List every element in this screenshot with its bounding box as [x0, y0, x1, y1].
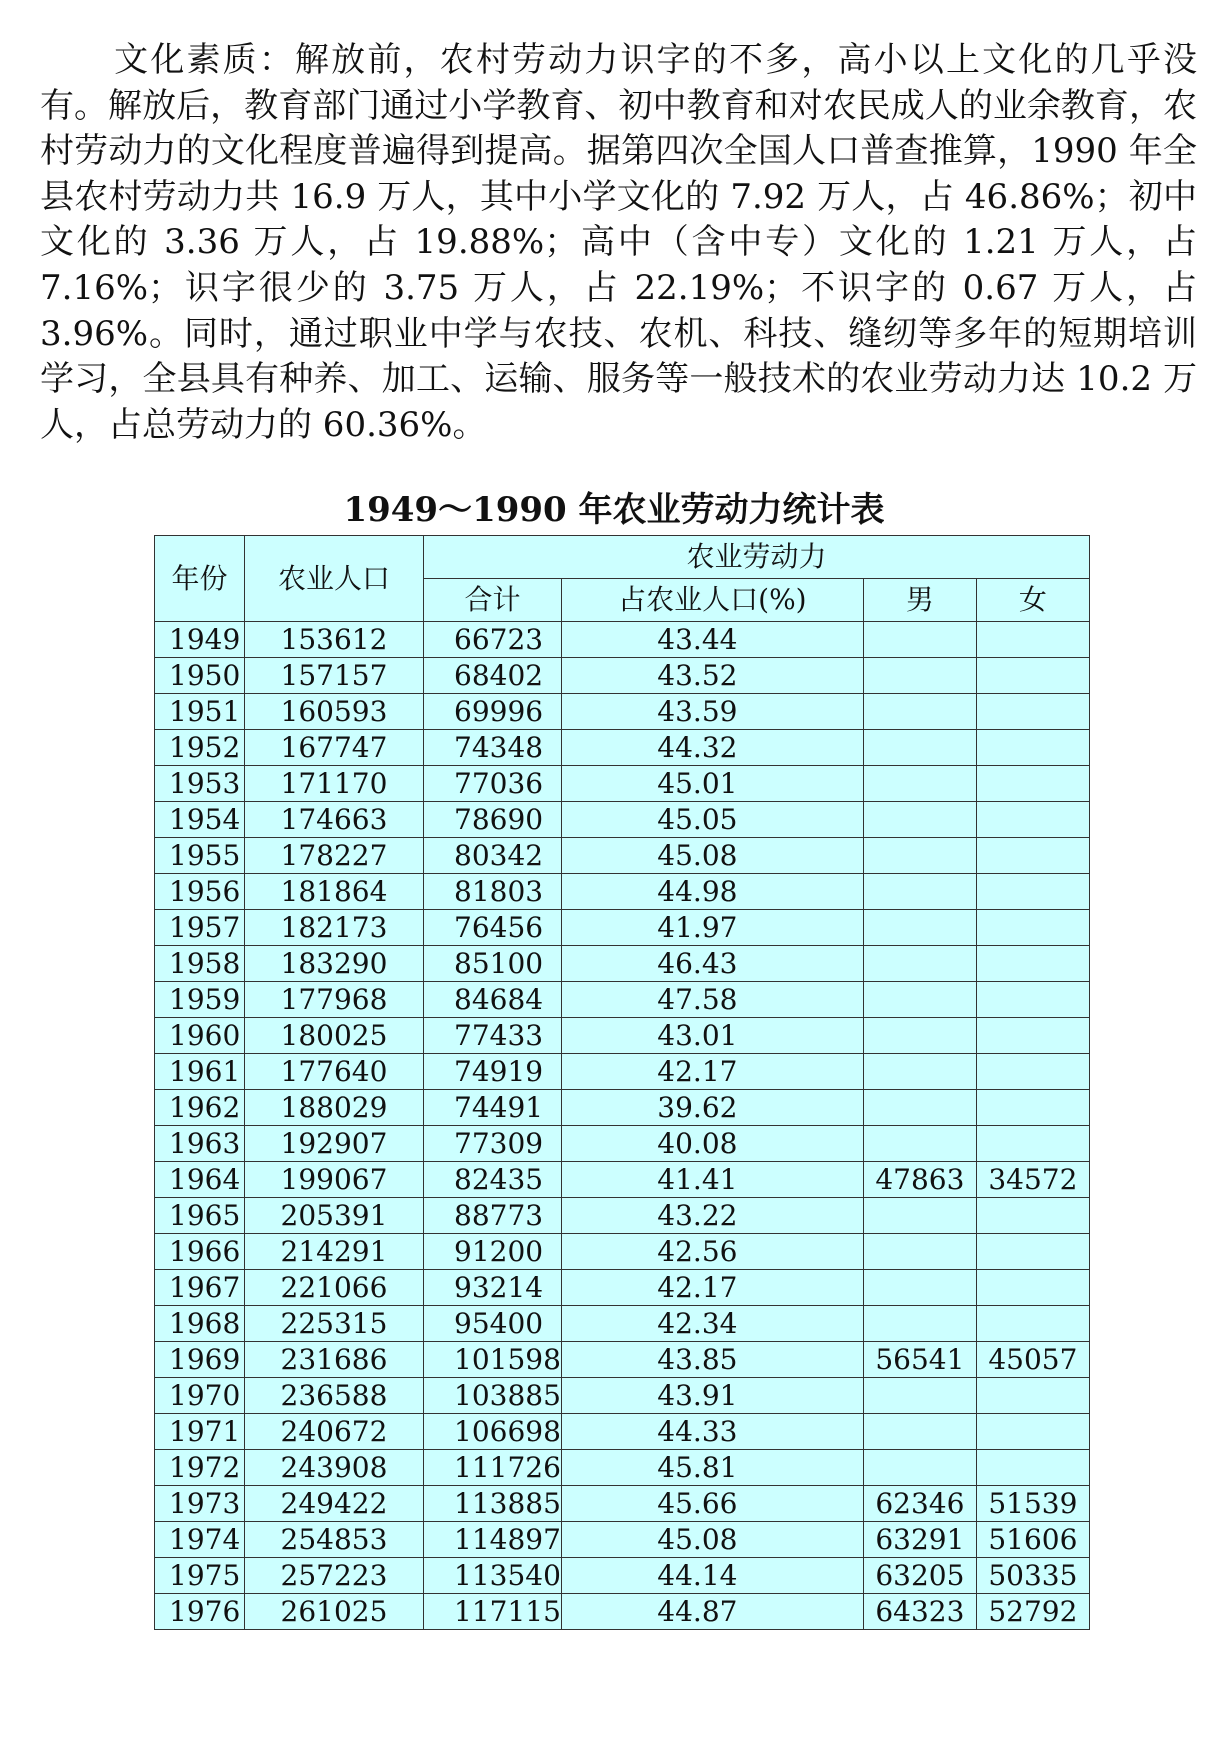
table-row [155, 802, 1090, 838]
cell-female: 52792 [976, 1594, 1089, 1630]
body-paragraph [40, 38, 1197, 448]
cell-year: 1969 [155, 1342, 245, 1378]
header-year: 年份 [155, 536, 245, 622]
header-labor-group: 农业劳动力 [424, 536, 1090, 579]
cell-female [976, 766, 1089, 802]
cell-pct: 43.85 [561, 1342, 863, 1378]
cell-female: 50335 [976, 1558, 1089, 1594]
cell-female [976, 1450, 1089, 1486]
cell-female [976, 1234, 1089, 1270]
cell-total: 77433 [424, 1018, 562, 1054]
cell-year: 1975 [155, 1558, 245, 1594]
cell-female [976, 1126, 1089, 1162]
cell-female [976, 838, 1089, 874]
cell-population: 171170 [245, 766, 424, 802]
cell-pct: 42.17 [561, 1054, 863, 1090]
cell-year: 1973 [155, 1486, 245, 1522]
cell-population: 182173 [245, 910, 424, 946]
cell-female [976, 658, 1089, 694]
cell-male [863, 1054, 976, 1090]
cell-female: 51606 [976, 1522, 1089, 1558]
cell-year: 1959 [155, 982, 245, 1018]
cell-male [863, 658, 976, 694]
cell-female: 34572 [976, 1162, 1089, 1198]
cell-male [863, 874, 976, 910]
cell-pct: 45.81 [561, 1450, 863, 1486]
cell-population: 231686 [245, 1342, 424, 1378]
table-row [155, 622, 1090, 658]
cell-male [863, 1414, 976, 1450]
cell-female [976, 874, 1089, 910]
cell-pct: 44.33 [561, 1414, 863, 1450]
cell-total: 91200 [424, 1234, 562, 1270]
cell-total: 74491 [424, 1090, 562, 1126]
cell-population: 192907 [245, 1126, 424, 1162]
cell-male [863, 766, 976, 802]
table-row [155, 1018, 1090, 1054]
table-row [155, 1522, 1090, 1558]
cell-male [863, 1198, 976, 1234]
table-row [155, 1306, 1090, 1342]
cell-total: 78690 [424, 802, 562, 838]
cell-year: 1949 [155, 622, 245, 658]
cell-female [976, 622, 1089, 658]
cell-total: 113885 [424, 1486, 562, 1522]
cell-total: 88773 [424, 1198, 562, 1234]
cell-female [976, 730, 1089, 766]
cell-population: 254853 [245, 1522, 424, 1558]
cell-total: 69996 [424, 694, 562, 730]
cell-year: 1956 [155, 874, 245, 910]
cell-population: 236588 [245, 1378, 424, 1414]
cell-year: 1967 [155, 1270, 245, 1306]
cell-male [863, 910, 976, 946]
cell-population: 240672 [245, 1414, 424, 1450]
cell-male [863, 1234, 976, 1270]
cell-year: 1963 [155, 1126, 245, 1162]
table-row [155, 838, 1090, 874]
cell-female [976, 946, 1089, 982]
cell-male [863, 982, 976, 1018]
table-row [155, 766, 1090, 802]
cell-female [976, 1414, 1089, 1450]
labor-stats-table [154, 535, 1090, 1630]
cell-population: 153612 [245, 622, 424, 658]
cell-pct: 43.01 [561, 1018, 863, 1054]
cell-pct: 39.62 [561, 1090, 863, 1126]
table-row [155, 1558, 1090, 1594]
cell-year: 1961 [155, 1054, 245, 1090]
cell-total: 106698 [424, 1414, 562, 1450]
table-body [155, 622, 1090, 1630]
table-row [155, 1342, 1090, 1378]
cell-pct: 47.58 [561, 982, 863, 1018]
table-row [155, 1486, 1090, 1522]
cell-pct: 41.41 [561, 1162, 863, 1198]
cell-pct: 45.05 [561, 802, 863, 838]
cell-pct: 44.32 [561, 730, 863, 766]
cell-total: 101598 [424, 1342, 562, 1378]
cell-female: 51539 [976, 1486, 1089, 1522]
table-row [155, 1234, 1090, 1270]
header-female: 女 [976, 579, 1089, 622]
cell-male [863, 730, 976, 766]
cell-total: 113540 [424, 1558, 562, 1594]
cell-total: 74919 [424, 1054, 562, 1090]
cell-male: 63205 [863, 1558, 976, 1594]
cell-pct: 45.08 [561, 838, 863, 874]
cell-pct: 43.91 [561, 1378, 863, 1414]
cell-male [863, 1018, 976, 1054]
header-pct: 占农业人口(%) [561, 579, 863, 622]
cell-male: 56541 [863, 1342, 976, 1378]
cell-total: 117115 [424, 1594, 562, 1630]
cell-pct: 45.08 [561, 1522, 863, 1558]
cell-male [863, 1270, 976, 1306]
cell-pct: 41.97 [561, 910, 863, 946]
cell-pct: 44.14 [561, 1558, 863, 1594]
cell-population: 199067 [245, 1162, 424, 1198]
header-population: 农业人口 [245, 536, 424, 622]
cell-pct: 44.98 [561, 874, 863, 910]
cell-total: 85100 [424, 946, 562, 982]
cell-female [976, 1198, 1089, 1234]
cell-pct: 43.44 [561, 622, 863, 658]
cell-population: 181864 [245, 874, 424, 910]
table-row [155, 694, 1090, 730]
header-total: 合计 [424, 579, 562, 622]
cell-population: 257223 [245, 1558, 424, 1594]
cell-year: 1965 [155, 1198, 245, 1234]
cell-population: 261025 [245, 1594, 424, 1630]
cell-female [976, 802, 1089, 838]
cell-pct: 45.01 [561, 766, 863, 802]
cell-male [863, 1306, 976, 1342]
cell-population: 167747 [245, 730, 424, 766]
cell-total: 84684 [424, 982, 562, 1018]
cell-population: 183290 [245, 946, 424, 982]
cell-pct: 43.22 [561, 1198, 863, 1234]
cell-year: 1972 [155, 1450, 245, 1486]
cell-total: 66723 [424, 622, 562, 658]
cell-male [863, 946, 976, 982]
cell-pct: 45.66 [561, 1486, 863, 1522]
cell-total: 80342 [424, 838, 562, 874]
cell-male: 62346 [863, 1486, 976, 1522]
table-row [155, 658, 1090, 694]
table-row [155, 1162, 1090, 1198]
cell-female [976, 1378, 1089, 1414]
cell-male [863, 622, 976, 658]
cell-population: 177968 [245, 982, 424, 1018]
cell-total: 77036 [424, 766, 562, 802]
table-row [155, 874, 1090, 910]
cell-population: 221066 [245, 1270, 424, 1306]
cell-population: 174663 [245, 802, 424, 838]
cell-total: 82435 [424, 1162, 562, 1198]
cell-total: 114897 [424, 1522, 562, 1558]
cell-male [863, 1090, 976, 1126]
table-row [155, 1414, 1090, 1450]
cell-male [863, 802, 976, 838]
cell-year: 1953 [155, 766, 245, 802]
cell-year: 1964 [155, 1162, 245, 1198]
cell-total: 68402 [424, 658, 562, 694]
table-row [155, 1198, 1090, 1234]
cell-male [863, 1126, 976, 1162]
cell-population: 205391 [245, 1198, 424, 1234]
cell-population: 243908 [245, 1450, 424, 1486]
table-row [155, 946, 1090, 982]
cell-total: 74348 [424, 730, 562, 766]
cell-year: 1958 [155, 946, 245, 982]
cell-male [863, 1450, 976, 1486]
cell-pct: 43.59 [561, 694, 863, 730]
table-row [155, 982, 1090, 1018]
cell-female [976, 982, 1089, 1018]
table-row [155, 1378, 1090, 1414]
cell-total: 76456 [424, 910, 562, 946]
cell-population: 214291 [245, 1234, 424, 1270]
cell-year: 1976 [155, 1594, 245, 1630]
cell-population: 160593 [245, 694, 424, 730]
cell-year: 1954 [155, 802, 245, 838]
cell-male [863, 1378, 976, 1414]
table-row [155, 910, 1090, 946]
cell-male [863, 838, 976, 874]
header-male: 男 [863, 579, 976, 622]
table-row [155, 1270, 1090, 1306]
cell-female [976, 1306, 1089, 1342]
cell-female [976, 694, 1089, 730]
cell-population: 225315 [245, 1306, 424, 1342]
cell-population: 188029 [245, 1090, 424, 1126]
cell-pct: 46.43 [561, 946, 863, 982]
cell-total: 111726 [424, 1450, 562, 1486]
cell-year: 1950 [155, 658, 245, 694]
cell-pct: 44.87 [561, 1594, 863, 1630]
table-row [155, 730, 1090, 766]
cell-year: 1951 [155, 694, 245, 730]
cell-year: 1974 [155, 1522, 245, 1558]
cell-pct: 40.08 [561, 1126, 863, 1162]
cell-pct: 42.17 [561, 1270, 863, 1306]
cell-female [976, 910, 1089, 946]
cell-year: 1962 [155, 1090, 245, 1126]
cell-year: 1952 [155, 730, 245, 766]
cell-male: 64323 [863, 1594, 976, 1630]
cell-year: 1968 [155, 1306, 245, 1342]
table-row [155, 1594, 1090, 1630]
cell-year: 1960 [155, 1018, 245, 1054]
cell-female [976, 1018, 1089, 1054]
cell-total: 81803 [424, 874, 562, 910]
cell-pct: 43.52 [561, 658, 863, 694]
cell-male: 63291 [863, 1522, 976, 1558]
cell-population: 157157 [245, 658, 424, 694]
cell-male: 47863 [863, 1162, 976, 1198]
cell-total: 77309 [424, 1126, 562, 1162]
table-row [155, 1054, 1090, 1090]
cell-pct: 42.34 [561, 1306, 863, 1342]
cell-population: 180025 [245, 1018, 424, 1054]
cell-male [863, 694, 976, 730]
cell-female [976, 1090, 1089, 1126]
cell-population: 249422 [245, 1486, 424, 1522]
table-title: 1949～1990 年农业劳动力统计表 [343, 490, 885, 530]
cell-female [976, 1054, 1089, 1090]
cell-year: 1955 [155, 838, 245, 874]
cell-pct: 42.56 [561, 1234, 863, 1270]
cell-year: 1966 [155, 1234, 245, 1270]
cell-female: 45057 [976, 1342, 1089, 1378]
cell-population: 177640 [245, 1054, 424, 1090]
cell-year: 1970 [155, 1378, 245, 1414]
paragraph-text: 文化素质：解放前，农村劳动力识字的不多，高小以上文化的几乎没有。解放后，教育部门通过小学教育、初中教育和对农民成人的业余教育，农村劳动力的文化程度普遍得到提高。据第四次全国人口普查推算，1990 年全县农村劳动力共 16.9 万人，其中小学文化的 7.92 万人，占 46.86%；初中文化的 3.36 万人，占 19.88%；高中（含中专）文化的 1.21 万人，占 7.16%；识字很少的 3.75 万人，占 22.19%；不识字的 0.67 万人，占 3.96%。同时，通过职业中学与农技、农机、科技、缝纫等多年的短期培训学习，全县具有种养、加工、运输、服务等一般技术的农业劳动力达 10.2 万人，占总劳动力的 60.36%。 [40, 40, 1197, 445]
cell-year: 1971 [155, 1414, 245, 1450]
cell-total: 103885 [424, 1378, 562, 1414]
cell-total: 95400 [424, 1306, 562, 1342]
cell-total: 93214 [424, 1270, 562, 1306]
table-row [155, 1090, 1090, 1126]
cell-population: 178227 [245, 838, 424, 874]
cell-female [976, 1270, 1089, 1306]
cell-year: 1957 [155, 910, 245, 946]
table-row [155, 1450, 1090, 1486]
table-row [155, 1126, 1090, 1162]
